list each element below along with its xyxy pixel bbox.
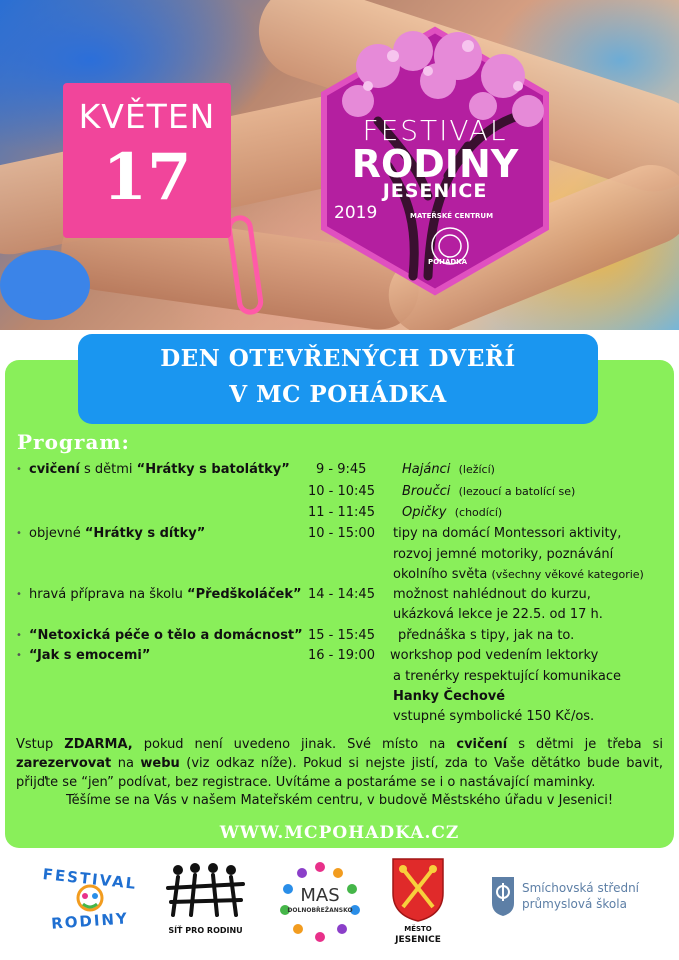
mas-dolnobrezansko-logo	[270, 855, 370, 945]
spr-caption: SÍŤ PRO RODINU	[168, 926, 243, 935]
title-banner	[78, 334, 598, 424]
school-shield-icon	[490, 875, 516, 917]
group-note: (ležící)	[458, 463, 495, 476]
date-day: 17	[102, 140, 192, 215]
program-time: 16 - 19:00	[308, 648, 375, 663]
activity-text: hravá příprava na školu	[29, 587, 188, 602]
program-activity	[29, 628, 303, 644]
sit-pro-rodinu-logo	[163, 860, 248, 945]
bullet-icon: •	[16, 650, 22, 661]
bullet-icon: •	[16, 528, 22, 539]
activity-bold: “Netoxická péče o tělo a domácnost”	[29, 628, 303, 643]
activity-bold: “Hrátky s dítky”	[84, 526, 206, 541]
program-heading: Program:	[17, 430, 130, 454]
festival-title-line1: FESTIVAL	[362, 114, 508, 147]
mas-title: MAS	[300, 885, 340, 906]
program-info: tipy na domácí Montessori aktivity,	[393, 526, 622, 541]
intro-bold: ZDARMA,	[64, 737, 133, 752]
mc-label-bottom: POHÁDKA	[428, 258, 468, 266]
program-time: 10 - 15:00	[308, 526, 375, 541]
date-month: KVĚTEN	[78, 97, 216, 136]
program-group	[402, 505, 502, 521]
program-activity	[29, 587, 302, 603]
entry-info-paragraph	[16, 735, 663, 792]
program-time: 11 - 11:45	[308, 505, 375, 520]
intro-bold: cvičení	[456, 737, 508, 752]
program-info: možnost nahlédnout do kurzu,	[393, 587, 591, 602]
intro-text: s dětmi je třeba si	[507, 737, 663, 752]
program-time: 15 - 15:45	[308, 628, 375, 643]
group-note: (lezoucí a batolící se)	[458, 485, 576, 498]
intro-text: Vstup	[16, 737, 65, 752]
activity-bold: cvičení	[29, 462, 80, 477]
program-time: 10 - 10:45	[308, 484, 375, 499]
smichovska-sps-logo	[490, 875, 665, 920]
program-info: workshop pod vedením lektorky	[390, 648, 599, 663]
mesto-line1: MĚSTO	[404, 925, 432, 933]
intro-text: (viz odkaz níže). Pokud si nejste jistí, zda to Vaše dětátko bude bavit, přijďte se “jen” podívat, bez registrace. Uvítáme a postaráme se i o nastávající maminky.	[16, 756, 663, 790]
program-info: vstupné symbolické 150 Kč/os.	[393, 709, 595, 724]
program-info	[393, 689, 505, 705]
closing-text: Těšíme se na Vás v našem Mateřském centru, v budově Městského úřadu v Jesenici!	[65, 793, 614, 808]
activity-text: s dětmi	[79, 462, 137, 477]
program-activity	[29, 526, 205, 542]
program-group	[402, 462, 495, 478]
program-activity	[29, 648, 150, 664]
date-box	[63, 83, 231, 238]
program-time: 14 - 14:45	[308, 587, 375, 602]
intro-text: pokud není uvedeno jinak. Své místo na	[132, 737, 457, 752]
festival-logo	[318, 26, 552, 296]
program-time: 9 - 9:45	[316, 462, 367, 477]
bullet-icon: •	[16, 589, 22, 600]
activity-text: objevné	[29, 526, 85, 541]
hero-banner	[0, 0, 679, 330]
program-info	[393, 567, 644, 583]
intro-bold: webu	[140, 756, 180, 771]
festival-year: 2019	[334, 203, 378, 223]
paint-splash-decoration	[60, 300, 72, 312]
family-figures-icon	[163, 860, 248, 922]
info-note: (všechny věkové kategorie)	[491, 568, 644, 581]
page-title-line1: DEN OTEVŘENÝCH DVEŘÍ	[160, 345, 516, 372]
fr-line2: RODINY	[50, 909, 130, 933]
coat-of-arms-icon	[388, 855, 448, 923]
group-name: Opičky	[402, 505, 447, 520]
activity-bold: “Předškoláček”	[187, 587, 302, 602]
program-info: rozvoj jemné motoriky, poznávání	[393, 547, 614, 562]
program-info: ukázková lekce je 22.5. od 17 h.	[393, 607, 603, 622]
info-bold: Hanky Čechové	[393, 689, 506, 704]
program-group	[402, 484, 575, 500]
group-note: (chodící)	[454, 506, 503, 519]
info-text: okolního světa	[393, 567, 488, 582]
program-activity	[29, 462, 290, 478]
sps-line1: Smíchovská střední	[522, 881, 640, 895]
page-title-line2: V MC POHÁDKA	[229, 381, 447, 408]
festival-title-line3: JESENICE	[382, 180, 488, 202]
mas-subtitle: DOLNOBŘEŽANSKO	[287, 907, 353, 914]
festival-rodiny-logo	[35, 860, 145, 933]
sps-line2: průmyslová škola	[522, 897, 627, 911]
activity-bold: “Jak s emocemi”	[29, 648, 151, 663]
mc-label-top: MATEŘSKÉ CENTRUM	[410, 212, 494, 220]
website-link[interactable]: WWW.MCPOHADKA.CZ	[219, 823, 460, 843]
program-info: a trenérky respektující komunikace	[393, 669, 621, 684]
program-info: přednáška s tipy, jak na to.	[398, 628, 575, 643]
fr-line1: FESTIVAL	[41, 865, 139, 893]
intro-bold: zarezervovat	[16, 756, 112, 771]
festival-title-line2: RODINY	[351, 142, 519, 186]
mesto-jesenice-logo	[388, 855, 448, 950]
bullet-icon: •	[16, 630, 22, 641]
intro-text: na	[111, 756, 141, 771]
paint-splash-decoration	[30, 292, 50, 312]
group-name: Broučci	[402, 484, 451, 499]
mesto-line2: JESENICE	[395, 935, 441, 945]
group-name: Hajánci	[402, 462, 451, 477]
activity-bold: “Hrátky s batolátky”	[136, 462, 290, 477]
bullet-icon: •	[16, 464, 22, 475]
